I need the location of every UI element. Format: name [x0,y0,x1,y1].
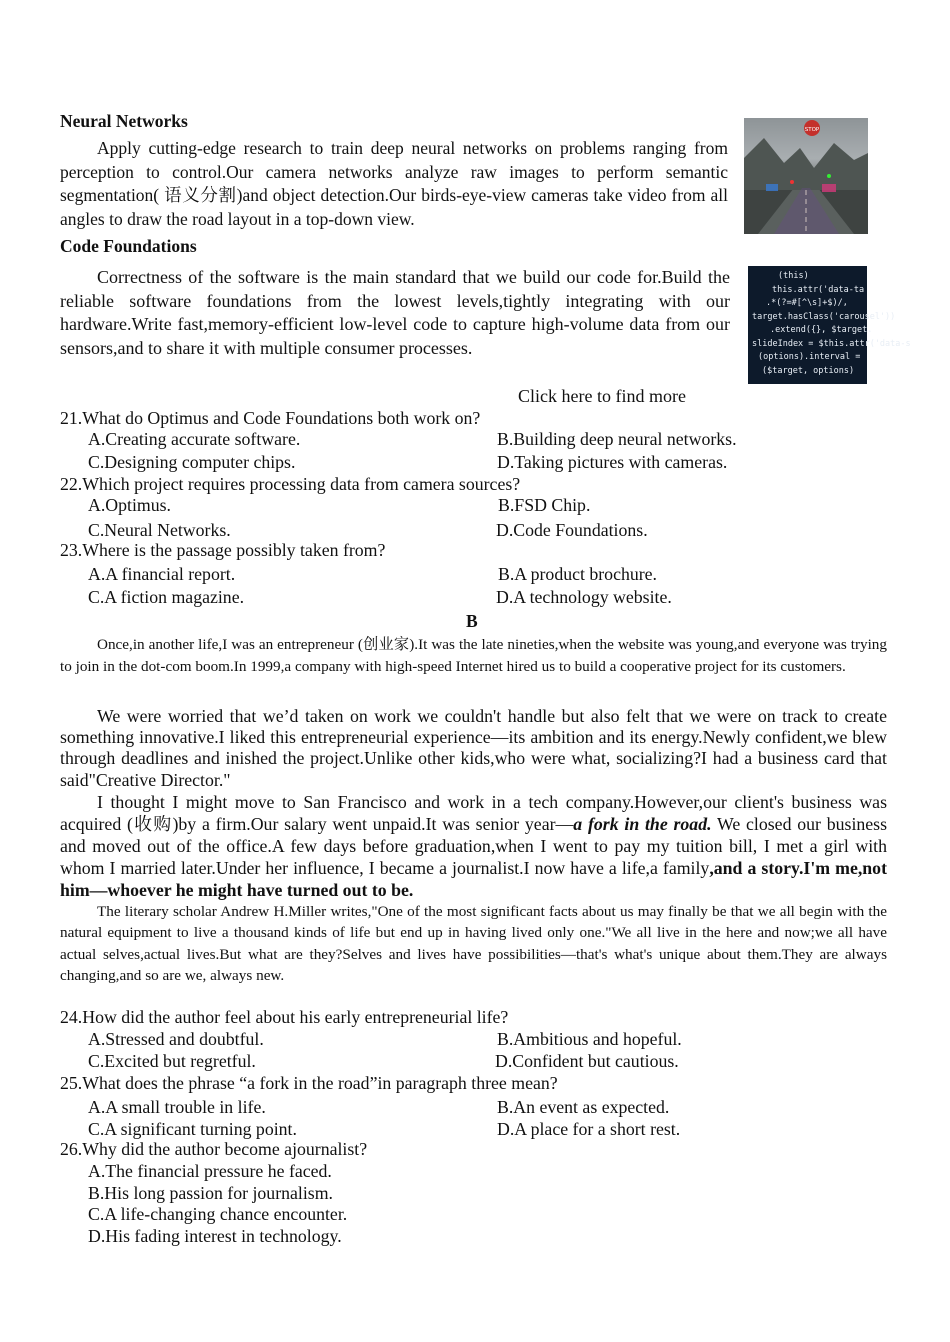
paragraph-3-bold-ending: ,and a story.I'm me,not him—whoever he might have turned out to be. [60,858,887,900]
q26-option-a: A.The financial pressure he faced. [88,1161,332,1181]
q26-option-d: D.His fading interest in technology. [88,1226,342,1246]
q23-option-d: D.A technology website. [496,587,672,607]
q21-option-c: C.Designing computer chips. [88,452,296,472]
code-foundations-paragraph: Correctness of the software is the main standard that we build our code for.Build the reliable software foundations from the lowest levels,tightly integrating with our hardware.Write fast,memory-efficient low-level code to capture high-volume data from our sensors,and to share it with multiple consumer processes. [60,267,730,358]
code-line: .extend({}, $target. [770,325,873,335]
q21-option-d: D.Taking pictures with cameras. [497,452,728,472]
fork-in-road-phrase: a fork in the road. [573,814,712,834]
code-line: (this) [778,271,809,281]
neural-networks-heading: Neural Networks [60,111,188,131]
stop-sign-label: STOP [804,127,820,133]
section-b-label: B [466,611,478,631]
q22-option-c: C.Neural Networks. [88,520,231,540]
code-lines [752,270,911,378]
q21-option-a: A.Creating accurate software. [88,429,301,449]
paragraph-3-text: I thought I might move to San Francisco and work in a tech company.However,our client's business was acquired (收购)by a firm.Our salary went unpaid.It was senior year— [60,792,887,834]
q26-option-c: C.A life-changing chance encounter. [88,1204,348,1224]
q24-option-c: C.Excited but regretful. [88,1051,256,1071]
q24-option-d: D.Confident but cautious. [495,1051,679,1071]
q23-option-a: A.A financial report. [88,564,236,584]
section-b-paragraph-1: Once,in another life,I was an entrepreneur (创业家).It was the late nineties,when the website was young,and everyone was trying to join in the dot-com boom.In 1999,a company with high-speed Internet hired us to build a cooperative project for its customers. [60,636,887,675]
q25-option-a: A.A small trouble in life. [88,1097,266,1117]
question-24: 24.How did the author feel about his early entrepreneurial life? [60,1007,509,1027]
q23-option-c: C.A fiction magazine. [88,587,245,607]
section-b-paragraph-3 [60,791,887,901]
q23-option-b: B.A product brochure. [498,564,658,584]
q25-option-b: B.An event as expected. [497,1097,670,1117]
code-line: target.hasClass('carousel')) [752,311,896,322]
code-line: slideIndex = $this.attr('data-s [752,338,911,349]
neural-networks-paragraph: Apply cutting-edge research to train deep neural networks on problems ranging from perception to control.Our camera networks analyze raw images to perform semantic segmentation( 语义分割)and object detection.Our birds-eye-view cameras take video from all angles to draw the road layout in a top-down view. [60,138,728,229]
q25-option-c: C.A significant turning point. [88,1119,297,1139]
question-25: 25.What does the phrase “a fork in the road”in paragraph three mean? [60,1073,558,1093]
q22-option-a: A.Optimus. [88,495,171,515]
question-22: 22.Which project requires processing data from camera sources? [60,474,521,494]
code-screen-image [748,266,911,384]
q24-option-a: A.Stressed and doubtful. [88,1029,264,1049]
code-line: ($target, options) [762,365,855,376]
code-line: (options).interval = [758,352,861,362]
q24-option-b: B.Ambitious and hopeful. [497,1029,682,1049]
road-scene-graphic [744,118,868,234]
q25-option-d: D.A place for a short rest. [497,1119,681,1139]
code-foundations-heading: Code Foundations [60,236,197,256]
paragraph-3-middle: We closed our business and moved out of the office.A few days before graduation,when I went to pay my tuition bill, I met a girl with whom I married later.Under her influence, I became a journalist.I now have a life,a family [60,814,888,878]
q21-option-b: B.Building deep neural networks. [497,429,737,449]
code-line: .*(?=#[^\s]+$)/, [766,298,848,308]
question-23: 23.Where is the passage possibly taken from? [60,540,386,560]
section-b-paragraph-4: The literary scholar Andrew H.Miller writes,"One of the most significant facts about us may finally be that we all begin with the natural equipment to live a thousand kinds of life but end up in having lived only one."We all live in the here and now;we all have actual selves,actual lives.But what are they?Selves and lives have possibilities—that's what's unique about them.They are always changing,and so are we, always new. [60,903,887,984]
q22-option-b: B.FSD Chip. [498,495,591,515]
question-21: 21.What do Optimus and Code Foundations both work on? [60,408,481,428]
q22-option-d: D.Code Foundations. [496,520,648,540]
code-line: this.attr('data-ta [772,284,865,295]
road-camera-image [744,118,868,234]
click-here-link[interactable]: Click here to find more [518,386,686,406]
section-b-paragraph-2: We were worried that we’d taken on work we couldn't handle but also felt that we were on track to create something innovative.I liked this entrepreneurial experience—its ambition and its energy.Newly confident,we blew through deadlines and inished the project.Unlike other kids,who were what, socializing?I had a business card that said"Creative Director." [60,706,887,790]
q26-option-b: B.His long passion for journalism. [88,1183,333,1203]
question-26: 26.Why did the author become ajournalist? [60,1139,368,1159]
